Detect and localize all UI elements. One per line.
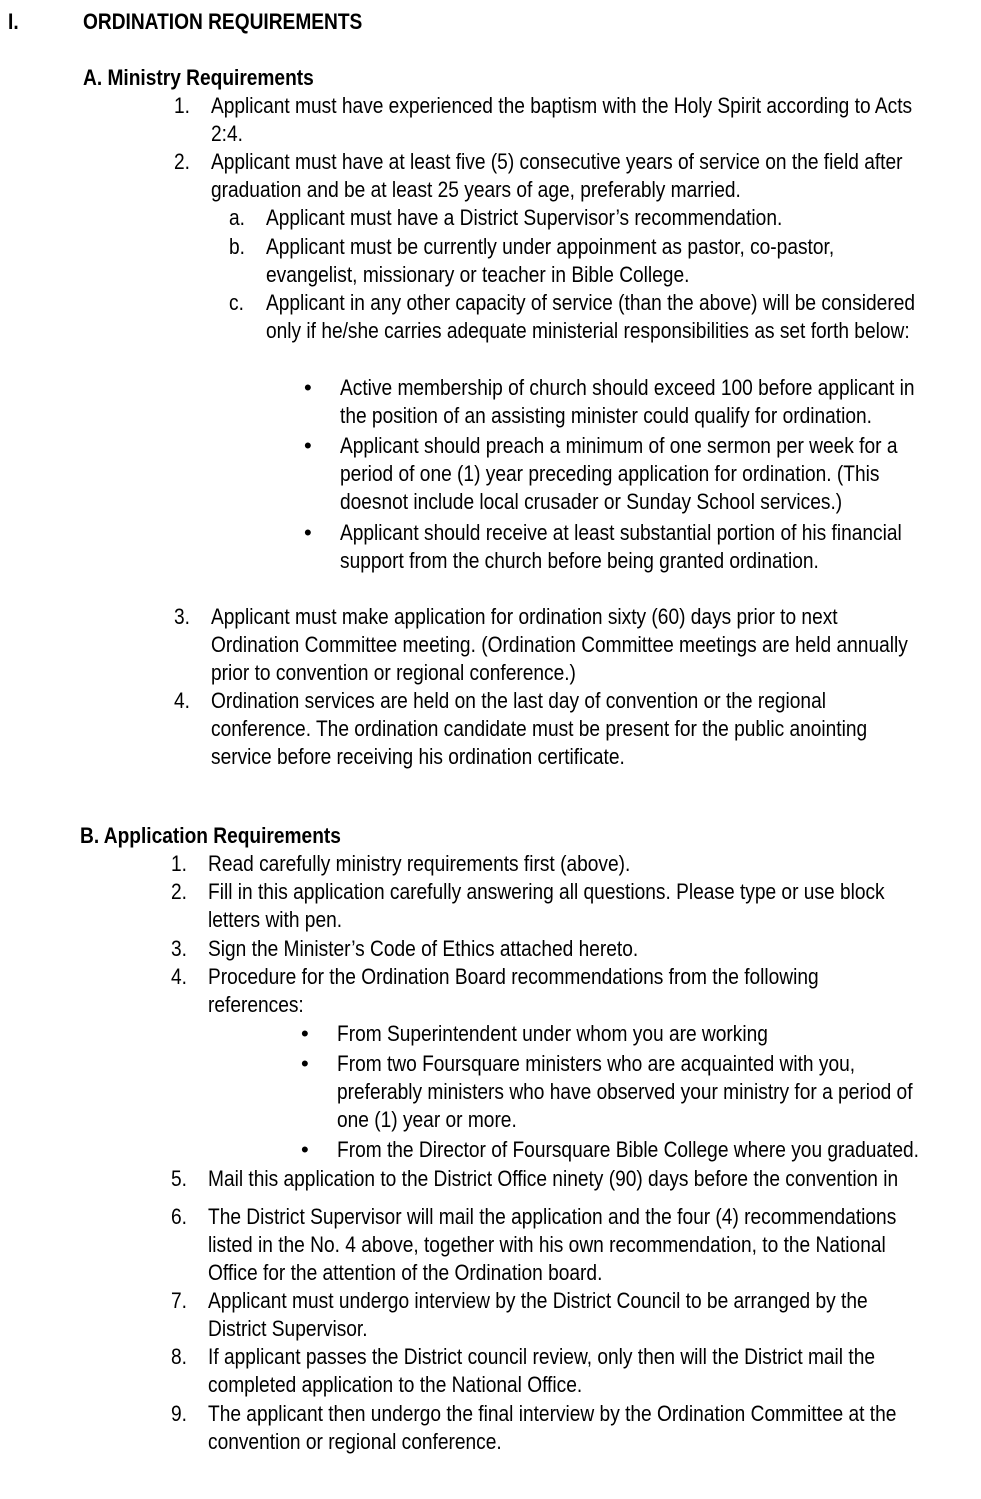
- application-item-line: Sign the Minister’s Code of Ethics attached hereto.: [208, 936, 639, 961]
- application-item-marker: 5.: [171, 1166, 187, 1191]
- ministry-subitem-line: Applicant must have a District Supervisor’s recommendation.: [266, 205, 783, 230]
- application-item-marker: 9.: [171, 1401, 187, 1426]
- ministry-subitem-line: evangelist, missionary or teacher in Bible College.: [266, 262, 690, 287]
- application-item-line: convention or regional conference.: [208, 1429, 502, 1454]
- ministry-subitem-marker: a.: [229, 205, 245, 230]
- section-numeral: I.: [8, 9, 19, 34]
- ministry-item-line: Applicant must have at least five (5) consecutive years of service on the field after: [211, 149, 903, 174]
- ministry-bullet-line: period of one (1) year preceding application for ordination. (This: [340, 461, 880, 486]
- ministry-bullet-line: Applicant should receive at least substantial portion of his financial: [340, 520, 902, 545]
- ministry-bullet-line: Applicant should preach a minimum of one sermon per week for a: [340, 433, 898, 458]
- application-item-marker: 2.: [171, 879, 187, 904]
- ministry-subitem-line: Applicant must be currently under appoinment as pastor, co-pastor,: [266, 234, 835, 259]
- application-item-marker: 1.: [171, 851, 187, 876]
- subsection-heading-b: B. Application Requirements: [80, 823, 341, 848]
- application-item-marker: 6.: [171, 1204, 187, 1229]
- ministry-bullet-line: Active membership of church should exceed 100 before applicant in: [340, 375, 915, 400]
- ministry-item-line: 2:4.: [211, 121, 243, 146]
- application-bullet-line: From the Director of Foursquare Bible College where you graduated.: [337, 1137, 919, 1162]
- ministry-subitem-line: Applicant in any other capacity of service (than the above) will be considered: [266, 290, 916, 315]
- application-item-line: Office for the attention of the Ordination board.: [208, 1260, 603, 1285]
- ministry-item-line: service before receiving his ordination certificate.: [211, 744, 625, 769]
- application-item-line: Mail this application to the District Office ninety (90) days before the convention in: [208, 1166, 899, 1191]
- application-item-line: references:: [208, 992, 304, 1017]
- ministry-bullet-line: doesnot include local crusader or Sunday School services.): [340, 489, 843, 514]
- ministry-item-line: Ordination Committee meeting. (Ordination Committee meetings are held annually: [211, 632, 908, 657]
- application-item-line: completed application to the National Office.: [208, 1372, 583, 1397]
- ministry-item-marker: 1.: [174, 93, 190, 118]
- application-item-line: If applicant passes the District council review, only then will the District mail the: [208, 1344, 875, 1369]
- ministry-item-line: Ordination services are held on the last day of convention or the regional: [211, 688, 826, 713]
- section-title: ORDINATION REQUIREMENTS: [83, 9, 363, 34]
- application-bullet-line: one (1) year or more.: [337, 1107, 517, 1132]
- ministry-subitem-marker: c.: [229, 290, 244, 315]
- application-item-line: letters with pen.: [208, 907, 343, 932]
- application-item-line: Applicant must undergo interview by the District Council to be arranged by the: [208, 1288, 868, 1313]
- ministry-bullet-line: the position of an assisting minister could qualify for ordination.: [340, 403, 872, 428]
- application-item-line: Fill in this application carefully answering all questions. Please type or use block: [208, 879, 885, 904]
- application-item-line: listed in the No. 4 above, together with his own recommendation, to the National: [208, 1232, 886, 1257]
- application-item-line: The applicant then undergo the final interview by the Ordination Committee at the: [208, 1401, 897, 1426]
- ministry-subitem-line: only if he/she carries adequate ministerial responsibilities as set forth below:: [266, 318, 910, 343]
- ministry-item-line: Applicant must make application for ordination sixty (60) days prior to next: [211, 604, 838, 629]
- ministry-item-line: Applicant must have experienced the baptism with the Holy Spirit according to Acts: [211, 93, 913, 118]
- ministry-item-marker: 2.: [174, 149, 190, 174]
- ministry-item-line: graduation and be at least 25 years of age, preferably married.: [211, 177, 741, 202]
- application-item-line: Read carefully ministry requirements first (above).: [208, 851, 631, 876]
- ministry-item-marker: 4.: [174, 688, 190, 713]
- bullet-icon: •: [304, 375, 312, 400]
- application-item-marker: 3.: [171, 936, 187, 961]
- application-bullet-line: From two Foursquare ministers who are acquainted with you,: [337, 1051, 856, 1076]
- bullet-icon: •: [301, 1021, 309, 1046]
- bullet-icon: •: [304, 433, 312, 458]
- application-item-marker: 8.: [171, 1344, 187, 1369]
- bullet-icon: •: [301, 1051, 309, 1076]
- bullet-icon: •: [304, 520, 312, 545]
- application-item-marker: 4.: [171, 964, 187, 989]
- ministry-item-marker: 3.: [174, 604, 190, 629]
- application-bullet-line: preferably ministers who have observed your ministry for a period of: [337, 1079, 913, 1104]
- subsection-heading-a: A. Ministry Requirements: [83, 65, 314, 90]
- ministry-item-line: prior to convention or regional conference.): [211, 660, 576, 685]
- ministry-subitem-marker: b.: [229, 234, 245, 259]
- application-item-marker: 7.: [171, 1288, 187, 1313]
- application-bullet-line: From Superintendent under whom you are working: [337, 1021, 768, 1046]
- application-item-line: District Supervisor.: [208, 1316, 368, 1341]
- application-item-line: The District Supervisor will mail the application and the four (4) recommendations: [208, 1204, 897, 1229]
- ministry-bullet-line: support from the church before being granted ordination.: [340, 548, 819, 573]
- ministry-item-line: conference. The ordination candidate must be present for the public anointing: [211, 716, 868, 741]
- bullet-icon: •: [301, 1137, 309, 1162]
- application-item-line: Procedure for the Ordination Board recommendations from the following: [208, 964, 819, 989]
